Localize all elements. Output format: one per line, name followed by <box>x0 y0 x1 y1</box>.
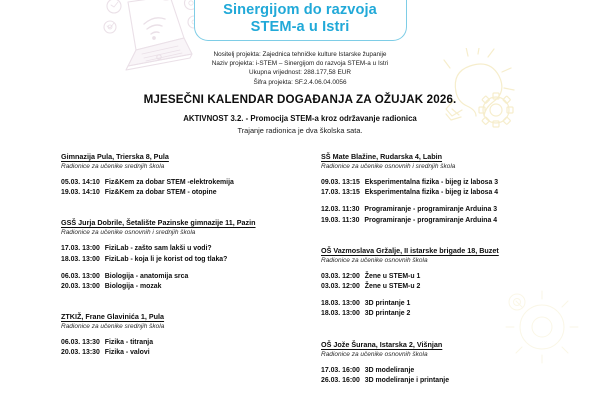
event-row <box>321 299 600 309</box>
venue-name: GSŠ Jurja Dobrile, Šetalište Pazinske gimnazije 11, Pazin <box>61 218 256 228</box>
event-time: 13:00 <box>82 255 100 263</box>
event-date: 18.03. <box>61 255 81 263</box>
event-date: 17.03. <box>321 366 341 374</box>
event-date: 19.03. <box>321 216 341 224</box>
event-group <box>321 205 600 225</box>
venue-block <box>321 152 600 226</box>
project-meta-block <box>0 50 600 87</box>
event-title: Žene u STEM-u 1 <box>364 272 421 280</box>
event-title: Programiranje - programiranje Arduina 3 <box>364 206 498 214</box>
banner-line-1: Sinergijom do razvoja <box>223 2 377 18</box>
event-date: 26.03. <box>321 376 341 384</box>
event-date: 18.03. <box>321 310 341 318</box>
event-row <box>321 178 600 188</box>
project-code: Šifra projekta: SF.2.4.06.04.0056 <box>253 78 347 86</box>
event-row <box>61 348 300 358</box>
event-title: 3D printanje 1 <box>364 300 411 308</box>
event-date: 19.03. <box>61 189 81 197</box>
event-row <box>321 376 600 386</box>
venue-name: OŠ Vazmoslava Gržalje, II istarske brigade 18, Buzet <box>321 245 499 255</box>
event-time: 11:30 <box>342 216 360 224</box>
event-time: 13:30 <box>82 339 100 347</box>
event-row <box>321 216 600 226</box>
event-title: Programiranje - programiranje Arduina 4 <box>364 216 498 224</box>
event-time: 13:00 <box>82 245 100 253</box>
event-time: 13:15 <box>342 179 360 186</box>
event-title: 3D printanje 2 <box>364 310 411 318</box>
event-date: 09.03. <box>321 179 341 186</box>
venue-column-left <box>0 152 300 386</box>
event-group <box>61 338 300 358</box>
event-row <box>61 178 300 188</box>
event-title: 3D modeliranje <box>364 366 415 374</box>
event-date: 12.03. <box>321 206 341 214</box>
event-group <box>61 178 300 198</box>
venue-audience: Radionice za učenike osnovnih škola <box>321 350 428 358</box>
title-banner-wrap <box>0 0 600 41</box>
event-row <box>321 272 600 282</box>
event-date: 18.03. <box>321 300 341 308</box>
event-row <box>61 272 300 282</box>
event-title: Fizika - titranja <box>104 339 154 347</box>
event-time: 13:00 <box>342 300 360 308</box>
event-time: 12:00 <box>342 272 360 280</box>
event-date: 05.03. <box>61 179 81 186</box>
event-time: 13:00 <box>82 283 100 291</box>
event-date: 06.03. <box>61 339 81 347</box>
event-group <box>321 272 600 292</box>
event-date: 03.03. <box>321 272 341 280</box>
venue-audience: Radionice za učenike srednjih škola <box>61 323 165 331</box>
venue-block <box>321 340 600 386</box>
event-time: 14:10 <box>82 179 100 186</box>
event-group <box>61 244 300 264</box>
venue-audience: Radionice za učenike osnovnih i srednjih škola <box>61 229 196 237</box>
event-title: Fiz&Kem za dobar STEM -elektrokemija <box>104 179 234 186</box>
venue-block <box>61 312 300 358</box>
event-group <box>321 366 600 386</box>
event-time: 11:30 <box>342 206 360 214</box>
event-title: Eksperimentalna fizika - bijeg iz labosa 4 <box>364 189 499 197</box>
venue-columns <box>0 152 600 386</box>
event-group <box>321 299 600 319</box>
event-group <box>61 272 300 292</box>
event-title: Eksperimentalna fizika - bijeg iz labosa 3 <box>364 179 499 186</box>
event-title: FiziLab - koja li je korist od tog tlaka? <box>104 255 228 263</box>
event-row <box>321 309 600 319</box>
banner-line-2: STEM-a u Istri <box>250 18 350 35</box>
venue-audience: Radionice za učenike srednjih škola <box>61 163 165 170</box>
event-row <box>321 205 600 215</box>
event-date: 20.03. <box>61 349 81 357</box>
event-date: 17.03. <box>61 245 81 253</box>
event-row <box>61 338 300 348</box>
event-time: 16:00 <box>342 376 360 384</box>
event-title: Biologija - mozak <box>104 283 162 291</box>
event-title: Fiz&Kem za dobar STEM - otopine <box>104 189 217 197</box>
event-time: 12:00 <box>342 283 360 291</box>
venue-name: SŠ Mate Blažine, Rudarska 4, Labin <box>321 152 443 161</box>
event-row <box>61 282 300 292</box>
event-time: 13:30 <box>82 349 100 357</box>
event-row <box>61 244 300 254</box>
venue-name: OŠ Jože Šurana, Istarska 2, Višnjan <box>321 339 443 349</box>
venue-block <box>321 246 600 320</box>
event-date: 06.03. <box>61 272 81 280</box>
event-group <box>321 178 600 198</box>
event-date: 20.03. <box>61 283 81 291</box>
venue-name: Gimnazija Pula, Trierska 8, Pula <box>61 152 169 161</box>
event-row <box>321 366 600 376</box>
event-title: FiziLab - zašto sam lakši u vodi? <box>104 245 212 253</box>
event-time: 13:15 <box>342 189 360 197</box>
event-row <box>61 188 300 198</box>
event-title: Biologija - anatomija srca <box>104 272 189 280</box>
event-row <box>61 255 300 265</box>
event-row <box>321 282 600 292</box>
project-holder: Nositelj projekta: Zajednica tehničke kulture Istarske županije <box>213 51 387 58</box>
event-time: 13:00 <box>342 310 360 318</box>
venue-audience: Radionice za učenike osnovnih škola <box>321 256 428 264</box>
event-time: 14:10 <box>82 189 100 197</box>
event-date: 03.03. <box>321 283 341 291</box>
duration-note: Trajanje radionica je dva školska sata. <box>237 126 363 135</box>
headline-block <box>0 93 600 136</box>
page-title: MJESEČNI KALENDAR DOGAĐANJA ZA OŽUJAK 2026. <box>143 93 457 106</box>
project-name: Naziv projekta: i-STEM – Sinergijom do razvoja STEM-a u Istri <box>211 60 389 68</box>
event-title: Žene u STEM-u 2 <box>364 283 421 291</box>
title-banner <box>194 0 407 41</box>
project-value: Ukupna vrijednost: 288.177,58 EUR <box>249 69 351 77</box>
venue-block <box>61 218 300 292</box>
event-time: 13:00 <box>82 272 100 280</box>
venue-column-right <box>300 152 600 386</box>
event-title: 3D modeliranje i printanje <box>364 376 450 384</box>
event-row <box>321 188 600 198</box>
event-time: 16:00 <box>342 366 360 374</box>
venue-block <box>61 152 300 198</box>
venue-name: ZTKIŽ, Frane Glavinića 1, Pula <box>61 312 165 322</box>
venue-audience: Radionice za učenike osnovnih i srednjih škola <box>321 163 456 170</box>
event-title: Fizika - valovi <box>104 349 150 357</box>
activity-subtitle: AKTIVNOST 3.2. - Promocija STEM-a kroz održavanje radionica <box>183 114 417 123</box>
event-date: 17.03. <box>321 189 341 197</box>
